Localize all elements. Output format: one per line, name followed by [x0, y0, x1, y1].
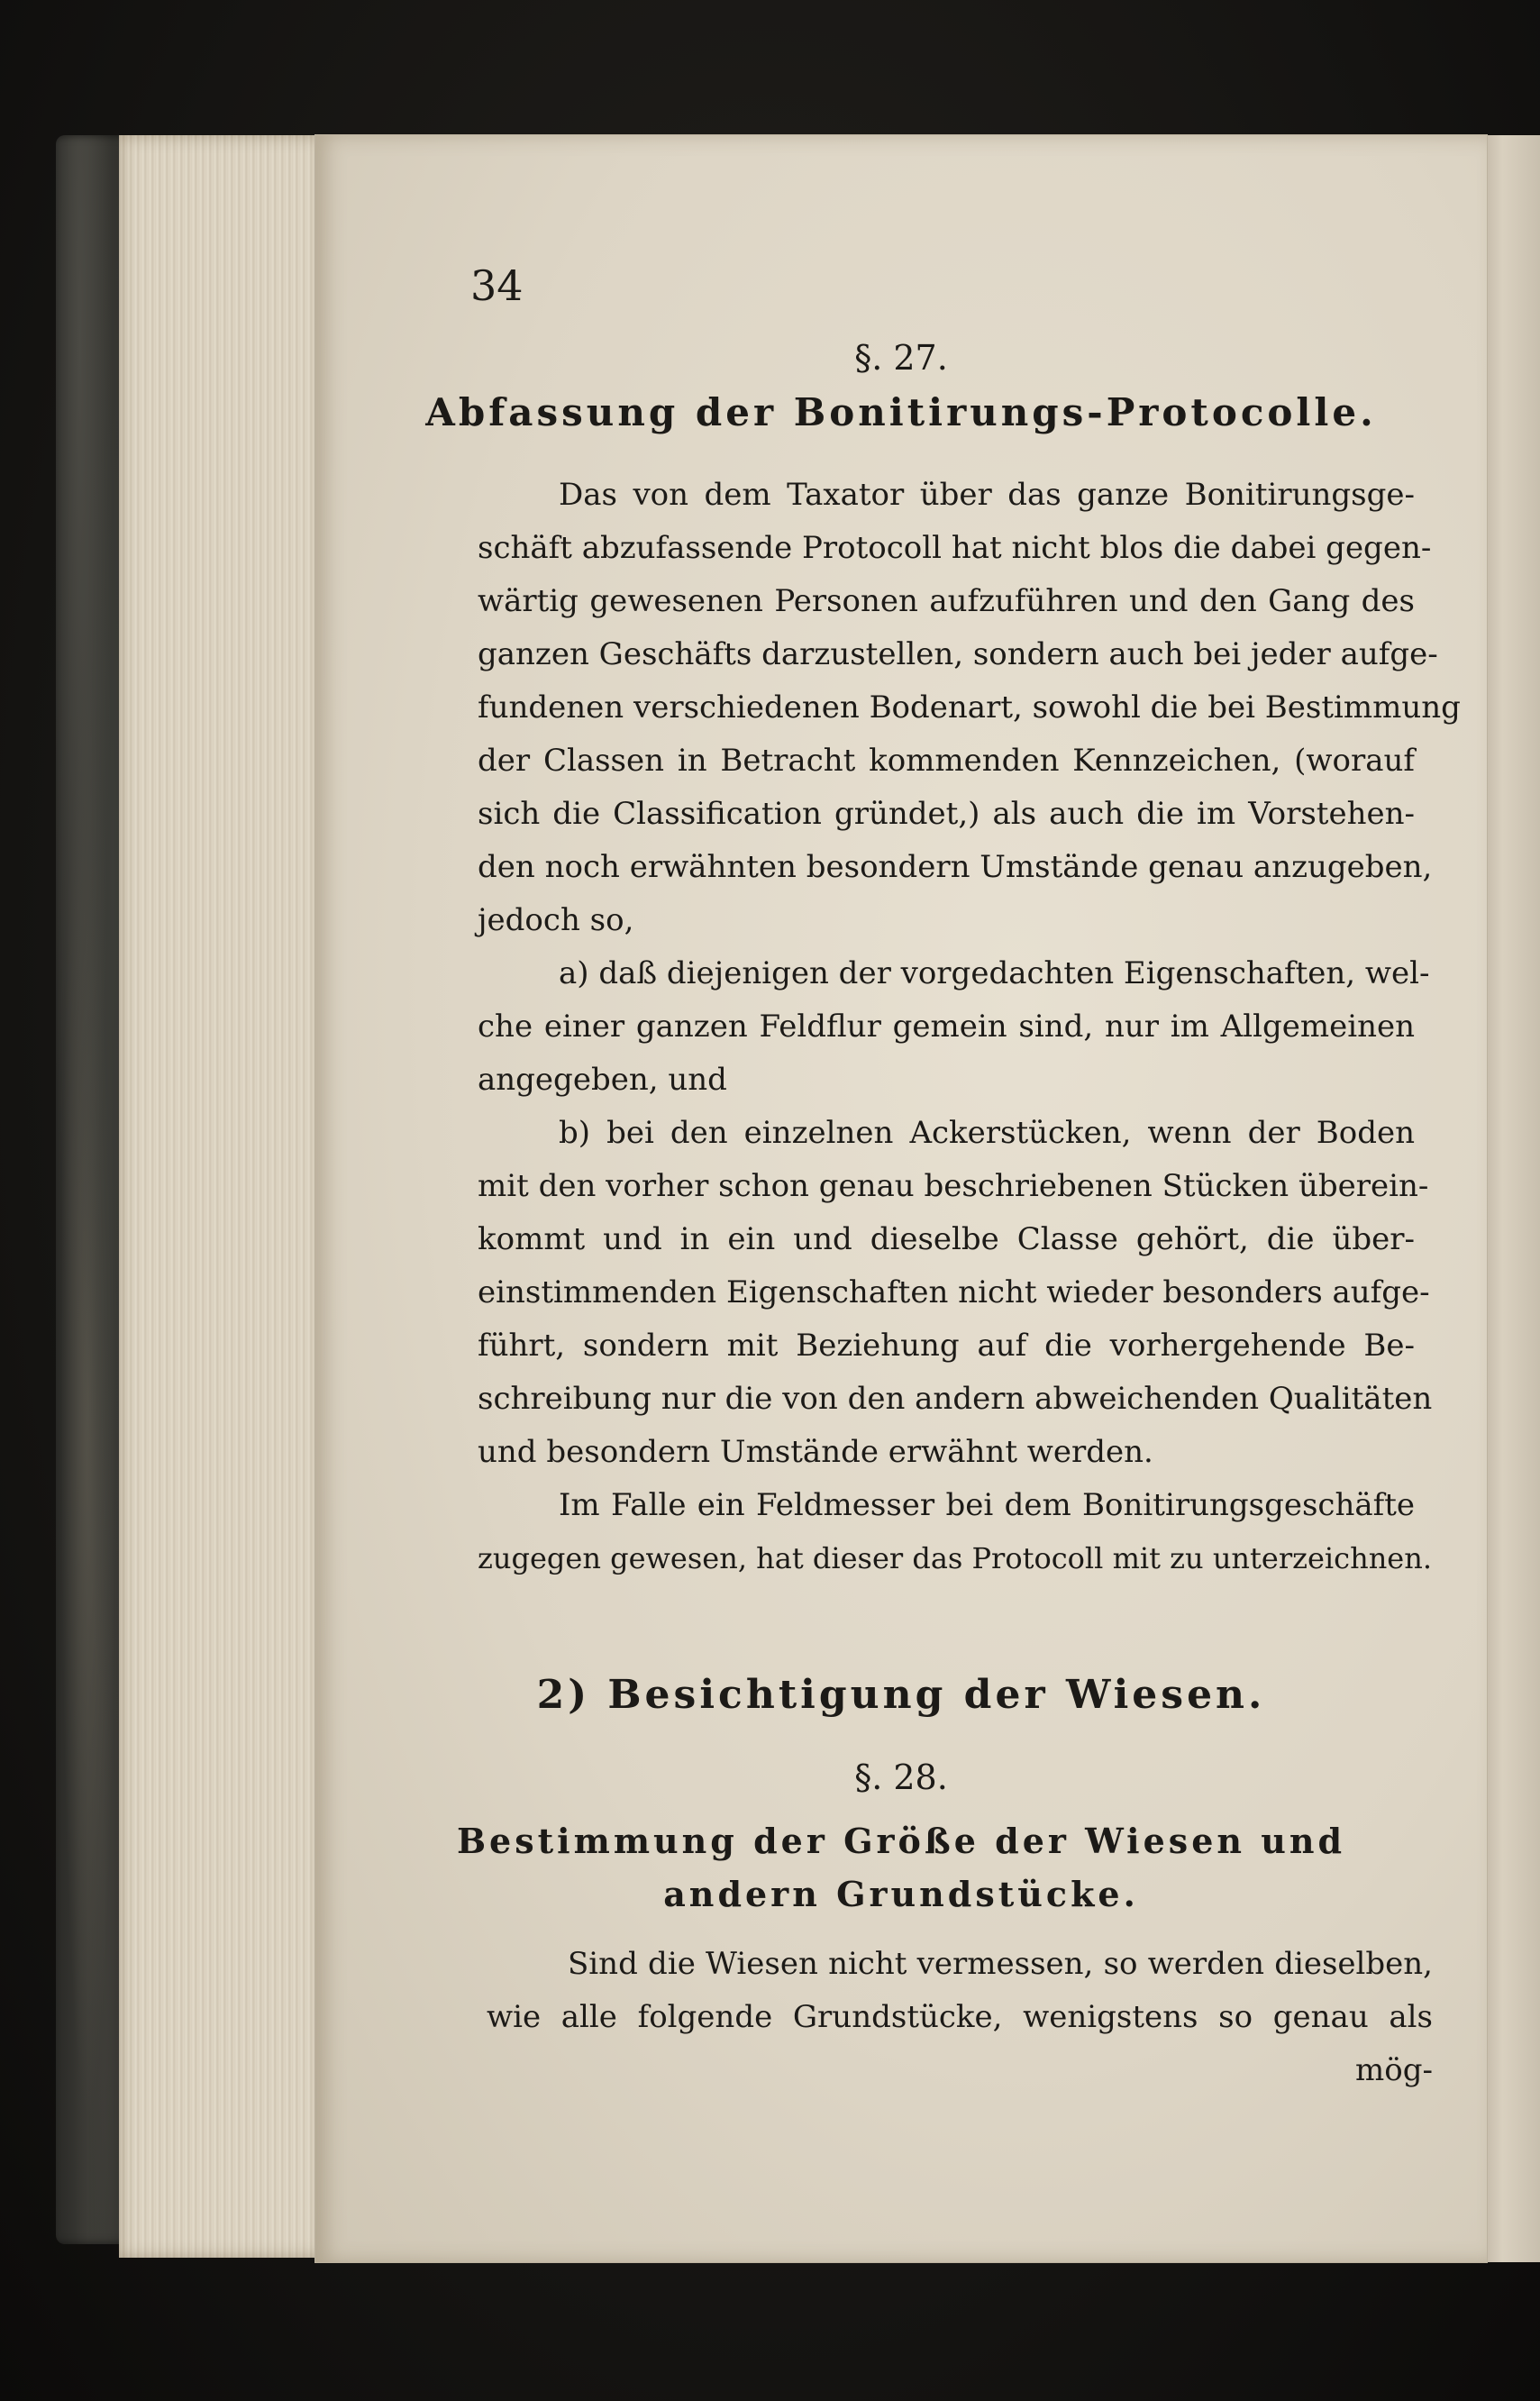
text-line: schäft abzufassende Protocoll hat nicht blos die dabei gegen-	[478, 530, 1432, 566]
page-number: 34	[470, 261, 524, 310]
section-number: §. 28.	[854, 1757, 948, 1797]
text-line: der Classen in Betracht kommenden Kennzeichen, (worauf	[478, 743, 1415, 779]
section-28-body	[315, 1938, 1487, 2097]
section-27	[315, 338, 1487, 434]
chapter-title: 2) Besichtigung der Wiesen.	[536, 1672, 1266, 1718]
text-line: führt, sondern mit Beziehung auf die vorhergehende Be-	[478, 1328, 1415, 1364]
text-line: wärtig gewesenen Personen aufzuführen und den Gang des	[478, 583, 1415, 619]
text-line: a) daß diejenigen der vorgedachten Eigenschaften, wel-	[559, 955, 1430, 991]
paragraph-1	[315, 469, 1487, 947]
catchword: mög-	[1355, 2052, 1433, 2088]
list-item-a	[315, 947, 1487, 1107]
text-line: che einer ganzen Feldflur gemein sind, nur im Allgemeinen	[478, 1009, 1415, 1045]
text-line: fundenen verschiedenen Bodenart, sowohl die bei Bestimmung	[478, 689, 1461, 726]
text-line: kommt und in ein und dieselbe Classe gehört, die über-	[478, 1221, 1415, 1257]
text-line: Das von dem Taxator über das ganze Bonitirungsge-	[559, 477, 1415, 513]
text-line: ganzen Geschäfts darzustellen, sondern auch bei jeder aufge-	[478, 636, 1438, 672]
section-28	[315, 1757, 1487, 1914]
section-title-continued: andern Grundstücke.	[663, 1874, 1139, 1914]
text-line: wie alle folgende Grundstücke, wenigstens so genau als	[487, 1999, 1433, 2035]
text-line: zugegen gewesen, hat dieser das Protocoll mit zu unterzeichnen.	[478, 1541, 1433, 1575]
text-line: Im Falle ein Feldmesser bei dem Bonitirungsgeschäfte	[559, 1487, 1415, 1523]
facing-page-edge	[1478, 135, 1540, 2262]
chapter-2	[315, 1672, 1487, 1718]
section-title: Abfassung der Bonitirungs-Protocolle.	[425, 390, 1377, 434]
text-line: sich die Classification gründet,) als auch die im Vorstehen-	[478, 796, 1415, 832]
section-title: Bestimmung der Größe der Wiesen und	[456, 1821, 1346, 1861]
paragraph-1	[315, 1938, 1487, 2097]
section-27-body	[315, 469, 1487, 1585]
text-line: einstimmenden Eigenschaften nicht wieder besonders aufge-	[478, 1274, 1430, 1310]
list-item-b	[315, 1107, 1487, 1479]
page-stack-edge	[119, 135, 326, 2258]
text-line: mit den vorher schon genau beschriebenen Stücken überein-	[478, 1168, 1429, 1204]
text-line: angegeben, und	[478, 1062, 727, 1098]
text-line: und besondern Umstände erwähnt werden.	[478, 1434, 1153, 1470]
text-line: b) bei den einzelnen Ackerstücken, wenn der Boden	[559, 1115, 1415, 1151]
section-number: §. 27.	[854, 338, 948, 378]
text-line: den noch erwähnten besondern Umstände genau anzugeben,	[478, 849, 1433, 885]
text-line: Sind die Wiesen nicht vermessen, so werden dieselben,	[568, 1946, 1433, 1982]
text-line: jedoch so,	[478, 902, 634, 938]
paragraph-2	[315, 1479, 1487, 1585]
book-page	[315, 135, 1487, 2262]
text-line: schreibung nur die von den andern abweichenden Qualitäten	[478, 1381, 1433, 1417]
